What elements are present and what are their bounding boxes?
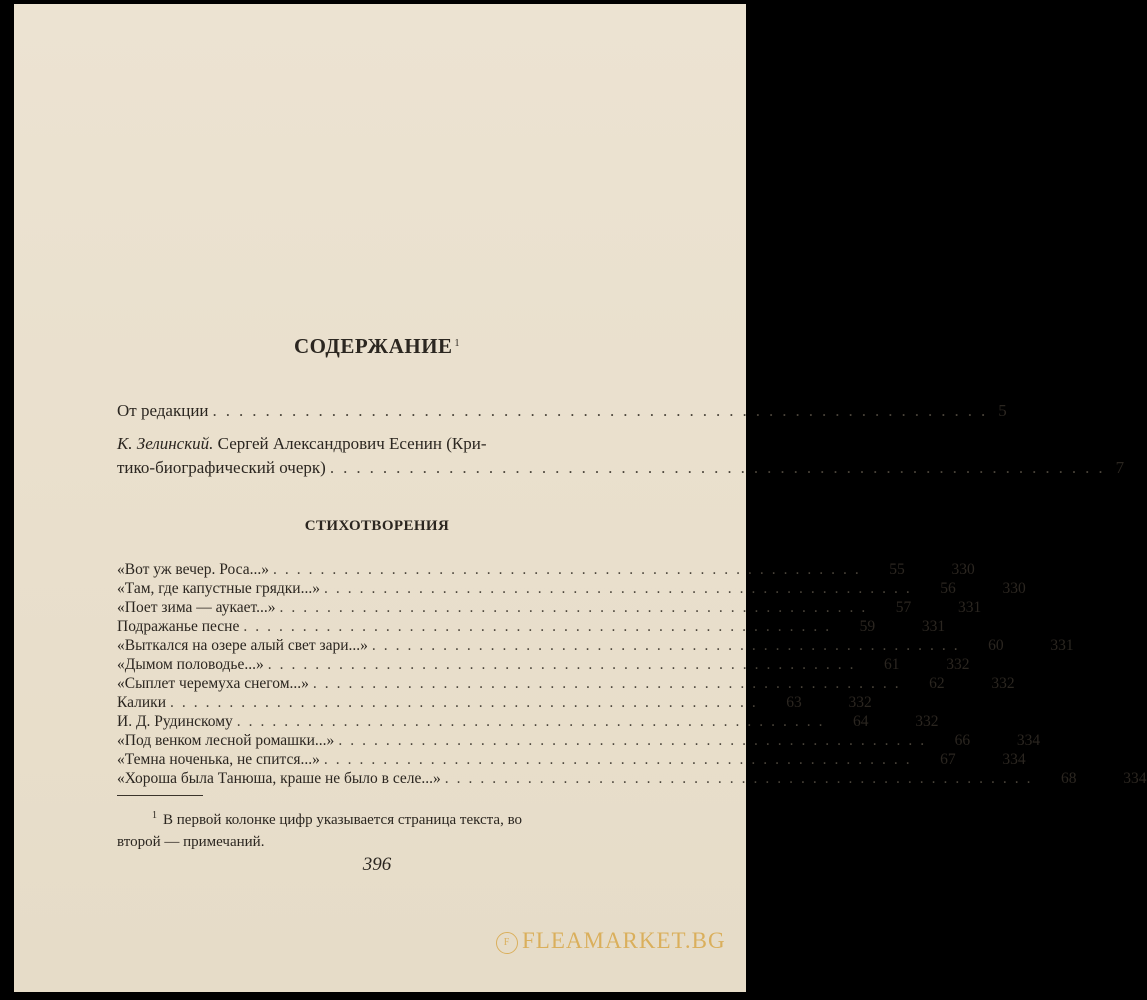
contents-heading: [0, 334, 754, 359]
watermark-logo-icon: F: [496, 932, 518, 954]
dot-leader: ..................................................: [312, 675, 907, 692]
list-item: [117, 713, 939, 732]
poem-page: 64: [853, 713, 869, 730]
dot-leader: ..................................................: [267, 656, 862, 673]
poem-title: «Там, где капустные грядки...»: [117, 580, 320, 597]
poem-page: 61: [884, 656, 900, 673]
poem-notes-page: 332: [946, 656, 970, 673]
poem-title: «Вот уж вечер. Роса...»: [117, 561, 270, 578]
poem-notes-page: 334: [1123, 770, 1147, 787]
poem-title: «Дымом половодье...»: [117, 656, 264, 673]
list-item: [117, 732, 1041, 751]
poem-notes-page: 334: [1016, 732, 1041, 749]
poem-page: 55: [889, 561, 905, 578]
poem-notes-page: 331: [1050, 637, 1074, 654]
list-item: [117, 694, 872, 713]
list-item: [117, 675, 1015, 694]
list-item: [117, 580, 1026, 599]
list-item: [117, 656, 970, 675]
essay-page: 7: [1115, 458, 1125, 477]
footnote-line1: В первой колонке цифр указывается страница текста, во: [163, 812, 523, 828]
list-item: [117, 561, 975, 580]
poem-page: 67: [940, 751, 956, 768]
poem-notes-page: 332: [991, 675, 1015, 692]
poem-notes-page: 331: [958, 599, 982, 616]
dot-leader: ..................................................: [243, 618, 838, 635]
poem-notes-page: 331: [921, 618, 946, 635]
poem-page: 63: [786, 694, 802, 711]
dot-leader: ..................................................: [323, 751, 918, 768]
poem-title: «Под венком лесной ромашки...»: [117, 732, 335, 749]
poem-title: И. Д. Рудинскому: [117, 713, 233, 730]
footnote-mark: 1: [152, 810, 157, 821]
poem-notes-page: 330: [1002, 580, 1026, 597]
toc-entry-page: 5: [998, 401, 1007, 420]
list-item: [117, 637, 1074, 656]
poem-page: 57: [895, 599, 912, 616]
dot-leader: ..................................................: [279, 599, 874, 616]
list-item: [117, 770, 1147, 789]
poem-title: «Выткался на озере алый свет зари...»: [117, 637, 368, 654]
list-item: [117, 751, 1026, 770]
dot-leader: ..................................................: [371, 637, 966, 654]
dot-leader: ...........................................................: [212, 401, 995, 420]
section-title: СТИХОТВОРЕНИЯ: [304, 518, 450, 534]
poem-title: «Темна ноченька, не спится...»: [117, 751, 320, 768]
poem-page: 66: [954, 732, 971, 749]
heading-text: СОДЕРЖАНИЕ: [293, 334, 453, 358]
poem-page: 59: [859, 618, 876, 635]
essay-title-line1: Сергей Александрович Есенин (Кри-: [217, 434, 487, 453]
poem-notes-page: 332: [848, 694, 872, 711]
dot-leader: ..................................................: [323, 580, 918, 597]
poem-title: «Хороша была Танюша, краше не было в селе...»: [117, 770, 441, 787]
list-item: [117, 599, 982, 618]
poem-list: [117, 561, 1147, 789]
heading-footnote-mark: 1: [454, 338, 461, 349]
footnote-divider: [117, 795, 203, 796]
poem-title: «Поет зима — аукает...»: [117, 599, 276, 616]
dot-leader: ..................................................: [170, 694, 764, 711]
poem-notes-page: 332: [915, 713, 939, 730]
essay-author: К. Зелинский.: [117, 434, 214, 453]
watermark-text: FLEAMARKET.BG: [522, 928, 726, 953]
poem-page: 60: [988, 637, 1004, 654]
poem-title: «Сыплет черемуха снегом...»: [117, 675, 309, 692]
poem-page: 68: [1061, 770, 1077, 787]
dot-leader: ...........................................................: [329, 458, 1112, 477]
toc-entry-editorial: [117, 399, 1007, 423]
footnote-line2: второй — примечаний.: [117, 834, 265, 850]
dot-leader: ..................................................: [236, 713, 831, 730]
poem-notes-page: 334: [1002, 751, 1026, 768]
page-number: 396: [362, 854, 392, 875]
poem-title: Подражанье песне: [117, 618, 240, 635]
dot-leader: ..................................................: [273, 561, 867, 578]
dot-leader: ..................................................: [338, 732, 933, 749]
poem-notes-page: 330: [951, 561, 975, 578]
footnote: [117, 805, 677, 853]
watermark: [496, 928, 726, 954]
dot-leader: ..................................................: [444, 770, 1039, 787]
essay-title-line2: тико-биографический очерк): [117, 458, 326, 477]
poem-title: Калики: [117, 694, 167, 711]
toc-entry-essay: [117, 432, 1125, 480]
poem-page: 62: [929, 675, 945, 692]
list-item: [117, 618, 946, 637]
poem-page: 56: [940, 580, 956, 597]
toc-entry-title: От редакции: [117, 401, 209, 420]
